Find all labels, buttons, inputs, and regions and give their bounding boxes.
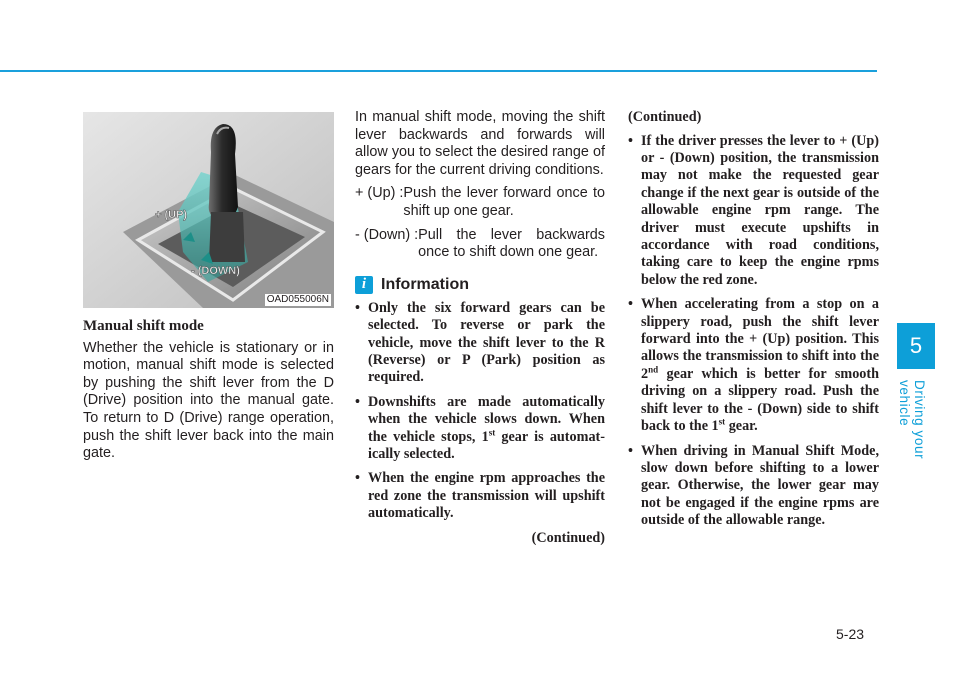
up-term: + (Up) : <box>355 185 404 202</box>
up-label: + (UP) <box>155 209 188 221</box>
page-number: 5-23 <box>836 626 865 642</box>
information-list <box>355 300 605 523</box>
intro-paragraph: In manual shift mode, moving the shift lever backwards and forwards will allow you to select the desired range of gears for the current driving conditions. <box>355 109 605 178</box>
column-2 <box>355 109 605 547</box>
chapter-tab[interactable] <box>897 323 935 369</box>
list-item: • When the engine rpm approaches the red zone the transmission will upshift automatically. <box>355 470 605 522</box>
column-3 <box>628 109 879 537</box>
list-item: • When accelerating from a stop on a slippery road, push the shift lever forward into the + (Up) position. This allows the transmission to shift into the 2nd gear which is better for smooth driving on a slippery road. Push the shift lever to the - (Down) side to shift back to the 1st gear. <box>628 296 879 435</box>
continued-note: (Continued) <box>531 529 605 546</box>
column-1 <box>83 112 334 469</box>
list-item: • Downshifts are made automatically when the vehicle slows down. When the vehicle stops, 1st gear is automat-ically selected. <box>355 394 605 464</box>
chapter-title: Driving your vehicle <box>897 380 927 460</box>
list-item: • Only the six forward gears can be selected. To reverse or park the vehicle, move the shift lever to the R (Reverse) or P (Park) position as required. <box>355 300 605 387</box>
information-title: Information <box>381 275 469 293</box>
down-term: - (Down) : <box>355 226 419 243</box>
continued-heading: (Continued) <box>628 109 702 125</box>
information-header <box>355 276 605 294</box>
shift-lever-figure <box>83 112 334 308</box>
down-description: Pull the lever backwards once to shift down one gear. <box>418 226 605 261</box>
header-rule <box>0 70 877 72</box>
shift-lever-illustration <box>83 112 334 308</box>
down-definition <box>355 227 605 262</box>
chapter-number: 5 <box>909 333 923 358</box>
figure-code: OAD055006N <box>266 294 329 305</box>
up-description: Push the lever forward once to shift up one gear. <box>403 185 605 219</box>
list-item: • If the driver presses the lever to + (Up) or - (Down) position, the transmission may not make the requested gear change if the next gear is outside of the allowable engine rpm range. The driver must execute upshifts in accordance with road conditions, taking care to keep the engine rpms below the red zone. <box>628 133 879 290</box>
list-item: • When driving in Manual Shift Mode, slow down before shifting to a lower gear. Otherwise, the lower gear may not be engaged if the engine rpms are outside of the allowable range. <box>628 443 879 530</box>
section-heading: Manual shift mode <box>83 318 204 334</box>
continued-list <box>628 133 879 530</box>
info-icon: i <box>355 276 373 294</box>
down-label: - (DOWN) <box>191 265 240 277</box>
body-paragraph: Whether the vehicle is stationary or in motion, manual shift mode is selected by pushing the shift lever from the D (Drive) position into the manual gate. To return to D (Drive) range operation, push the shift lever back into the main gate. <box>83 339 334 462</box>
up-definition <box>355 185 605 220</box>
